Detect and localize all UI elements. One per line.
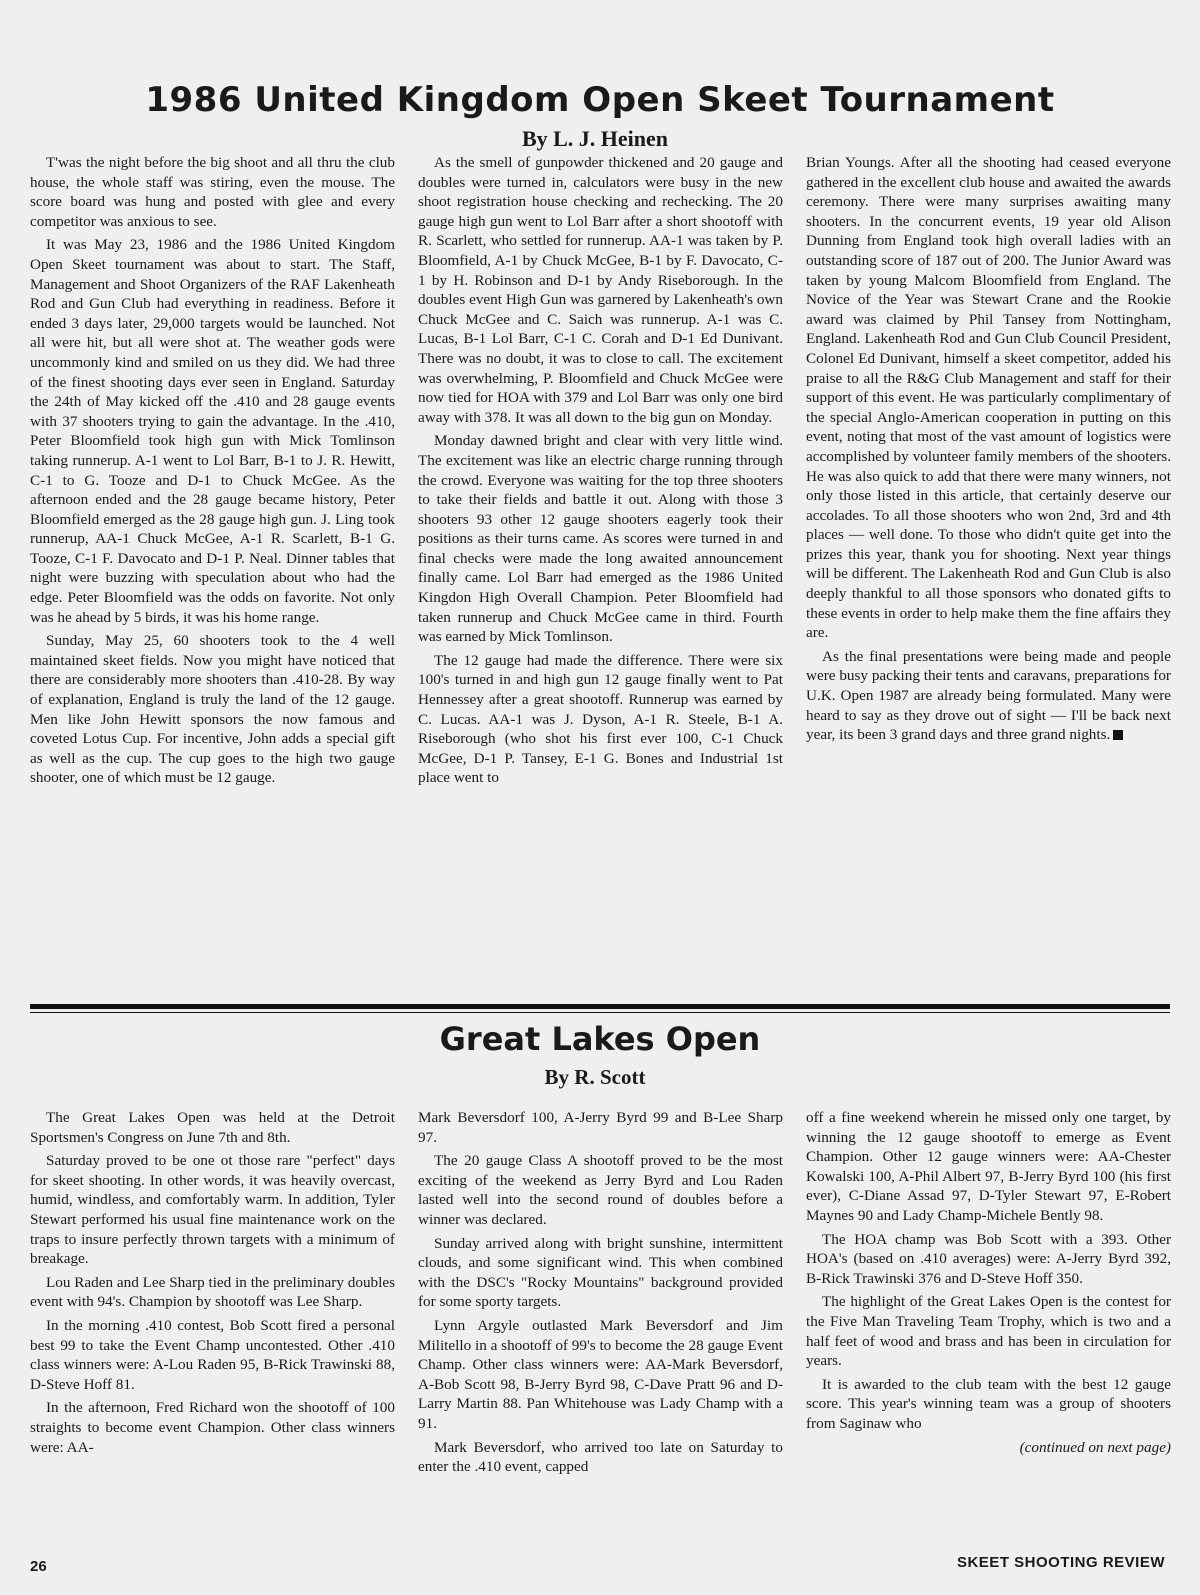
article1-column-3 — [806, 153, 1171, 749]
paragraph: off a fine weekend wherein he missed only one target, by winning the 12 gauge shootoff to emerge as Event Champion. Other 12 gauge winners were: AA-Chester Kowalski 100, A-Phil Albert 97, B-Jerry Byrd 100 (his first ever), C-Diane Assad 97, D-Tyler Stewart 97, E-Robert Maynes 90 and Lady Champ-Michele Bently 98. — [806, 1109, 1171, 1224]
paragraph: Sunday, May 25, 60 shooters took to the 4 well maintained skeet fields. Now you might have noticed that there are considerably more shooters than .410-28. By way of explanation, England is truly the land of the 12 gauge. Men like John Hewitt sponsors the now famous and coveted Lotus Cup. For incentive, John adds a special gift as well as the cup. The cup goes to the high two gauge shooter, one of which must be 12 gauge. — [30, 632, 395, 787]
paragraph-text: As the final presentations were being made and people were busy packing their tents and caravans, preparations for U.K. Open 1987 are already being formulated. Many were heard to say as they drove out of sight — I'll be back next year, its been 3 grand days and three grand nights. — [806, 647, 1171, 744]
section-divider — [30, 1004, 1170, 1009]
paragraph: The highlight of the Great Lakes Open is the contest for the Five Man Traveling Team Trophy, which is two and a half feet of wood and brass and has been in circulation for years. — [806, 1293, 1171, 1370]
paragraph: Lynn Argyle outlasted Mark Beversdorf and Jim Militello in a shootoff of 99's to become the 28 gauge Event Champ. Other class winners were: AA-Mark Beversdorf, A-Bob Scott 98, B-Jerry Byrd 98, C-Dave Pratt 96 and D-Larry Martin 88. Pan Whitehouse was Lady Champ with a 91. — [418, 1316, 783, 1432]
paragraph: The 12 gauge had made the difference. There were six 100's turned in and high gun 12 gauge finally went to Pat Hennessey after a great shootoff. Runnerup was earned by C. Lucas. AA-1 was J. Dyson, A-1 R. Steele, B-1 A. Riseborough (who shot his first ever 100, C-1 Chuck McGee, D-1 P. Tansey, E-1 G. Bones and Industrial 1st place went to — [418, 651, 783, 787]
paragraph: Sunday arrived along with bright sunshine, intermittent clouds, and some significant wind. This when combined with the DSC's "Rocky Mountains" background provided for some sporty targets. — [418, 1234, 783, 1311]
article2-title: Great Lakes Open — [439, 1020, 761, 1058]
article1-byline: By L. J. Heinen — [521, 126, 669, 151]
article2-byline: By R. Scott — [544, 1065, 646, 1089]
article2-column-2 — [418, 1108, 783, 1481]
paragraph — [806, 647, 1171, 745]
paragraph: The HOA champ was Bob Scott with a 393. Other HOA's (based on .410 averages) were: A-Jerry Byrd 392, B-Rick Trawinski 376 and D-Steve Hoff 350. — [806, 1230, 1171, 1287]
paragraph: It was May 23, 1986 and the 1986 United Kingdom Open Skeet tournament was about to start. The Staff, Management and Shoot Organizers of the RAF Lakenheath Rod and Gun Club had everything in readiness. Before it ended 3 days later, 29,000 targets would be launched. Not all were hit, but all were shot at. The weather gods were uncommonly kind and smiled on us they did. We had three of the finest shooting days ever seen in England. Saturday the 24th of May kicked off the .410 and 28 gauge events with 37 shooters trying to gain the advantage. In the .410, Peter Bloomfield took high gun with Mick Tomlinson taking runnerup. A-1 went to Lol Barr, B-1 to J. R. Hewitt, C-1 to G. Tooze and D-1 to Chuck McGee. As the afternoon ended and the 28 gauge became history, Peter Bloomfield emerged as the 28 gauge high gun. J. Ling took runnerup, AA-1 Chuck McGee, A-1 R. Scarlett, B-1 G. Tooze, C-1 F. Davocato and D-1 P. Neal. Dinner tables that night were buzzing with speculation about who had the edge. Peter Bloomfield was the odds on favorite. Not only was he ahead by 5 birds, it was his home range. — [30, 236, 395, 626]
paragraph: Mark Beversdorf, who arrived too late on Saturday to enter the .410 event, capped — [418, 1438, 783, 1476]
page-number: 26 — [30, 1558, 47, 1575]
paragraph: Saturday proved to be one ot those rare "perfect" days for skeet shooting. In other words, it was heavily overcast, humid, windless, and comfortably warm. In addition, Tyler Stewart performed his usual fine maintenance work on the traps to insure perfectly thrown targets with a minimum of breakage. — [30, 1152, 395, 1268]
article2-column-3 — [806, 1108, 1171, 1461]
article1-column-1 — [30, 153, 395, 792]
paragraph: In the morning .410 contest, Bob Scott fired a personal best 99 to take the Event Champ uncontested. Other .410 class winners were: A-Lou Raden 95, B-Rick Trawinski 88, D-Steve Hoff 81. — [30, 1316, 395, 1393]
end-of-article-icon — [1113, 730, 1123, 740]
paragraph: T'was the night before the big shoot and all thru the club house, the whole staff was stiring, even the mouse. The score board was hung and posted with glee and every competitor was anxious to see. — [30, 154, 395, 230]
article1-column-2 — [418, 153, 783, 792]
paragraph: Mark Beversdorf 100, A-Jerry Byrd 99 and B-Lee Sharp 97. — [418, 1109, 783, 1146]
article2-column-1 — [30, 1108, 395, 1461]
paragraph: The 20 gauge Class A shootoff proved to be the most exciting of the weekend as Jerry Byrd and Lou Raden lasted well into the second round of doubles before a winner was declared. — [418, 1152, 783, 1228]
paragraph: In the afternoon, Fred Richard won the shootoff of 100 straights to become event Champion. Other class winners were: AA- — [30, 1399, 395, 1456]
paragraph: It is awarded to the club team with the best 12 gauge score. This year's winning team was a group of shooters from Saginaw who — [806, 1375, 1171, 1432]
article1-title: 1986 United Kingdom Open Skeet Tournament — [145, 80, 1055, 120]
paragraph: Monday dawned bright and clear with very little wind. The excitement was like an electric charge running through the crowd. Everyone was waiting for the top three shooters to take their fields and battle it out. Along with those 3 shooters 93 other 12 gauge shooters eagerly took their positions as their turns came. As scores were turned in and final checks were made the long awaited announcement finally came. Lol Barr had emerged as the 1986 United Kingdon High Overall Champion. Peter Bloomfield had taken runnerup and Chuck McGee came in third. Fourth was earned by Mick Tomlinson. — [418, 432, 783, 646]
paragraph: As the smell of gunpowder thickened and 20 gauge and doubles were turned in, calculators were busy in the new shoot registration house checking and rechecking. The 20 gauge high gun went to Lol Barr after a short shootoff with R. Scarlett, who settled for runnerup. AA-1 was taken by P. Bloomfield, A-1 by Chuck McGee, B-1 by F. Davocato, C-1 by H. Robinson and D-1 by Andy Riseborough. In the doubles event High Gun was garnered by Lakenheath's own Chuck McGee and C. Saich was runnerup. A-1 was C. Lucas, B-1 Lol Barr, C-1 C. Corah and D-1 Ed Dunivant. There was no doubt, it was to close to call. The excitement was overwhelming, P. Bloomfield and Chuck McGee were now tied for HOA with 379 and Lol Barr was only one bird away with 378. It was all down to the big gun on Monday. — [418, 154, 783, 426]
continued-note: (continued on next page) — [1019, 1438, 1171, 1456]
paragraph: Brian Youngs. After all the shooting had ceased everyone gathered in the excellent club house and awaited the awards ceremony. There were many surprises awaiting many shooters. In the concurrent events, 19 year old Alison Dunning from England took high overall ladies with an outstanding score of 187 out of 200. The Junior Award was taken by young Malcom Bloomfield from England. The Novice of the Year was Stewart Crane and the Rookie award was claimed by Phil Tansey from Nottingham, England. Lakenheath Rod and Gun Club Council President, Colonel Ed Dunivant, himself a skeet competitor, added his praise to all the R&G Club Management and staff for their support of this event. He was particularly complimentary of the special Anglo-American cooperation in putting on this event, noting that most of the vast amount of logistics were accomplished by volunteer family members of the shooters. He was also quick to add that there were many winners, not only those listed in this article, that certainly deserve our accolades. To all those shooters who won 2nd, 3rd and 4th places — well done. To those who didn't quite get into the prizes this year, thank you for shooting. Next year things will be different. The Lakenheath Rod and Gun Club is also deeply thankful to all those sponsors who donated gifts to these events in order to help make them the fine affairs they are. — [806, 154, 1171, 642]
section-divider-thin — [30, 1012, 1170, 1013]
magazine-name: SKEET SHOOTING REVIEW — [956, 1554, 1165, 1571]
paragraph: Lou Raden and Lee Sharp tied in the preliminary doubles event with 94's. Champion by shootoff was Lee Sharp. — [30, 1273, 395, 1311]
paragraph: The Great Lakes Open was held at the Detroit Sportsmen's Congress on June 7th and 8th. — [30, 1109, 395, 1146]
